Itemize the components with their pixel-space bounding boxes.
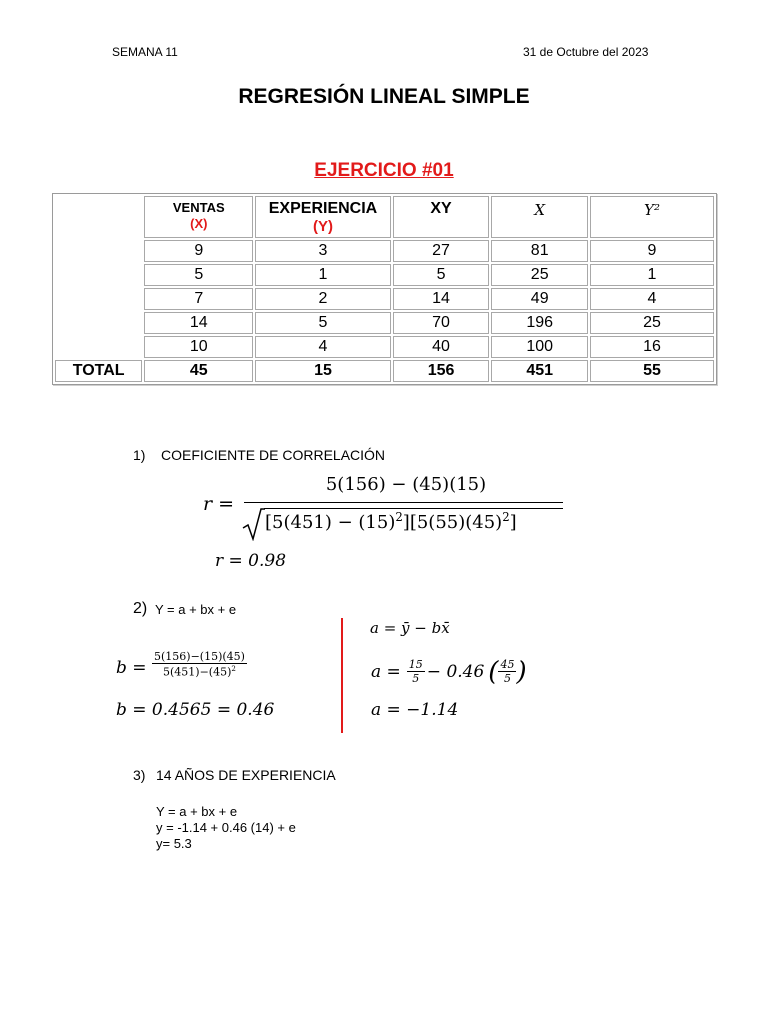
table-cell: 10 xyxy=(144,336,253,358)
a-fraction-2: $\frac{45}{5}$ xyxy=(500,658,515,685)
table-cell: 14 xyxy=(393,288,490,310)
table-total-row xyxy=(55,360,714,382)
b-denominator: $5(451)-(45)^2$ xyxy=(163,664,236,679)
table-cell: 7 xyxy=(144,288,253,310)
table-cell: 4 xyxy=(255,336,391,358)
r-numerator: 5(156) − (45)(15) xyxy=(325,474,487,495)
a-lhs: a = xyxy=(371,661,401,682)
b-lhs: b = xyxy=(116,658,147,678)
r-result: r = 0.98 xyxy=(215,551,287,571)
table-cell: 14 xyxy=(144,312,253,334)
b-result: b = 0.4565 = 0.46 xyxy=(116,700,275,720)
table-row xyxy=(55,288,714,310)
section2-model: Y = a + bx + e xyxy=(155,602,237,617)
section1-heading: COEFICIENTE DE CORRELACIÓN xyxy=(161,447,386,463)
step-line: y= 5.3 xyxy=(156,836,192,851)
r-fraction-bar xyxy=(244,502,563,503)
table-cell: 5 xyxy=(255,312,391,334)
paren-open: ( xyxy=(488,656,499,687)
total-cell: 45 xyxy=(144,360,253,382)
header-x2-label: X xyxy=(534,201,546,219)
section3-steps xyxy=(156,804,296,852)
exercise-title: EJERCICIO #01 xyxy=(314,160,454,181)
header-experiencia xyxy=(255,196,391,238)
header-experiencia-label: EXPERIENCIA xyxy=(268,200,378,217)
table-cell: 70 xyxy=(393,312,490,334)
table-cell: 1 xyxy=(255,264,391,286)
section3-number: 3) xyxy=(133,767,146,783)
table-cell: 16 xyxy=(590,336,714,358)
a-fraction-1: $\frac{15}{5}$ xyxy=(408,658,423,685)
section2-divider xyxy=(341,618,343,733)
b-fraction xyxy=(152,650,247,679)
table-cell: 25 xyxy=(590,312,714,334)
header-ventas-label: VENTAS xyxy=(172,200,225,215)
table-cell: 40 xyxy=(393,336,490,358)
total-cell: 15 xyxy=(255,360,391,382)
a-mid: − 0.46 xyxy=(426,661,485,682)
header-y2 xyxy=(590,196,714,238)
total-cell: 451 xyxy=(491,360,588,382)
table-cell: 2 xyxy=(255,288,391,310)
section2-number: 2) xyxy=(133,600,148,617)
header-ventas-sub: (X) xyxy=(190,216,208,231)
step-line: Y = a + bx + e xyxy=(156,804,238,819)
table-cell: 5 xyxy=(393,264,490,286)
table-row xyxy=(55,264,714,286)
header-blank-cell xyxy=(55,196,142,238)
r-denominator: $[5(451) - (15)^2][5(55)(45)^2]$ xyxy=(265,510,517,533)
header-ventas xyxy=(144,196,253,238)
table-header-row xyxy=(55,196,714,238)
table-cell: 3 xyxy=(255,240,391,262)
table-cell: 196 xyxy=(491,312,588,334)
table-cell: 100 xyxy=(491,336,588,358)
date-label: 31 de Octubre del 2023 xyxy=(523,45,649,59)
section1-number: 1) xyxy=(133,447,146,463)
a-result: a = −1.14 xyxy=(371,700,459,720)
page-title: REGRESIÓN LINEAL SIMPLE xyxy=(238,85,530,108)
b-numerator: 5(156)−(15)(45) xyxy=(154,650,245,663)
header-y2-label: Y² xyxy=(644,201,660,219)
table-row xyxy=(55,240,714,262)
total-label: TOTAL xyxy=(55,360,142,382)
section3-heading: 14 AÑOS DE EXPERIENCIA xyxy=(156,767,336,783)
step-line: y = -1.14 + 0.46 (14) + e xyxy=(156,820,296,835)
a-formula: a = ȳ − bx̄ xyxy=(370,619,450,637)
table-cell: 9 xyxy=(144,240,253,262)
a-computation xyxy=(371,658,527,685)
header-x2 xyxy=(491,196,588,238)
header-experiencia-sub: (Y) xyxy=(312,218,333,235)
table-row xyxy=(55,336,714,358)
table-cell: 1 xyxy=(590,264,714,286)
total-cell: 156 xyxy=(393,360,490,382)
r-lhs: r = xyxy=(203,493,235,515)
table-row xyxy=(55,312,714,334)
sqrt-sign-icon xyxy=(241,507,265,541)
table-cell: 4 xyxy=(590,288,714,310)
table-cell: 81 xyxy=(491,240,588,262)
paren-close: ) xyxy=(516,656,527,687)
header-xy-label: XY xyxy=(430,200,452,217)
sqrt-bar xyxy=(264,508,563,509)
data-table xyxy=(52,193,717,385)
table-cell: 25 xyxy=(491,264,588,286)
table-cell: 49 xyxy=(491,288,588,310)
header-xy xyxy=(393,196,490,238)
table-cell: 27 xyxy=(393,240,490,262)
total-cell: 55 xyxy=(590,360,714,382)
week-label: SEMANA 11 xyxy=(112,45,178,59)
table-cell: 9 xyxy=(590,240,714,262)
table-cell: 5 xyxy=(144,264,253,286)
